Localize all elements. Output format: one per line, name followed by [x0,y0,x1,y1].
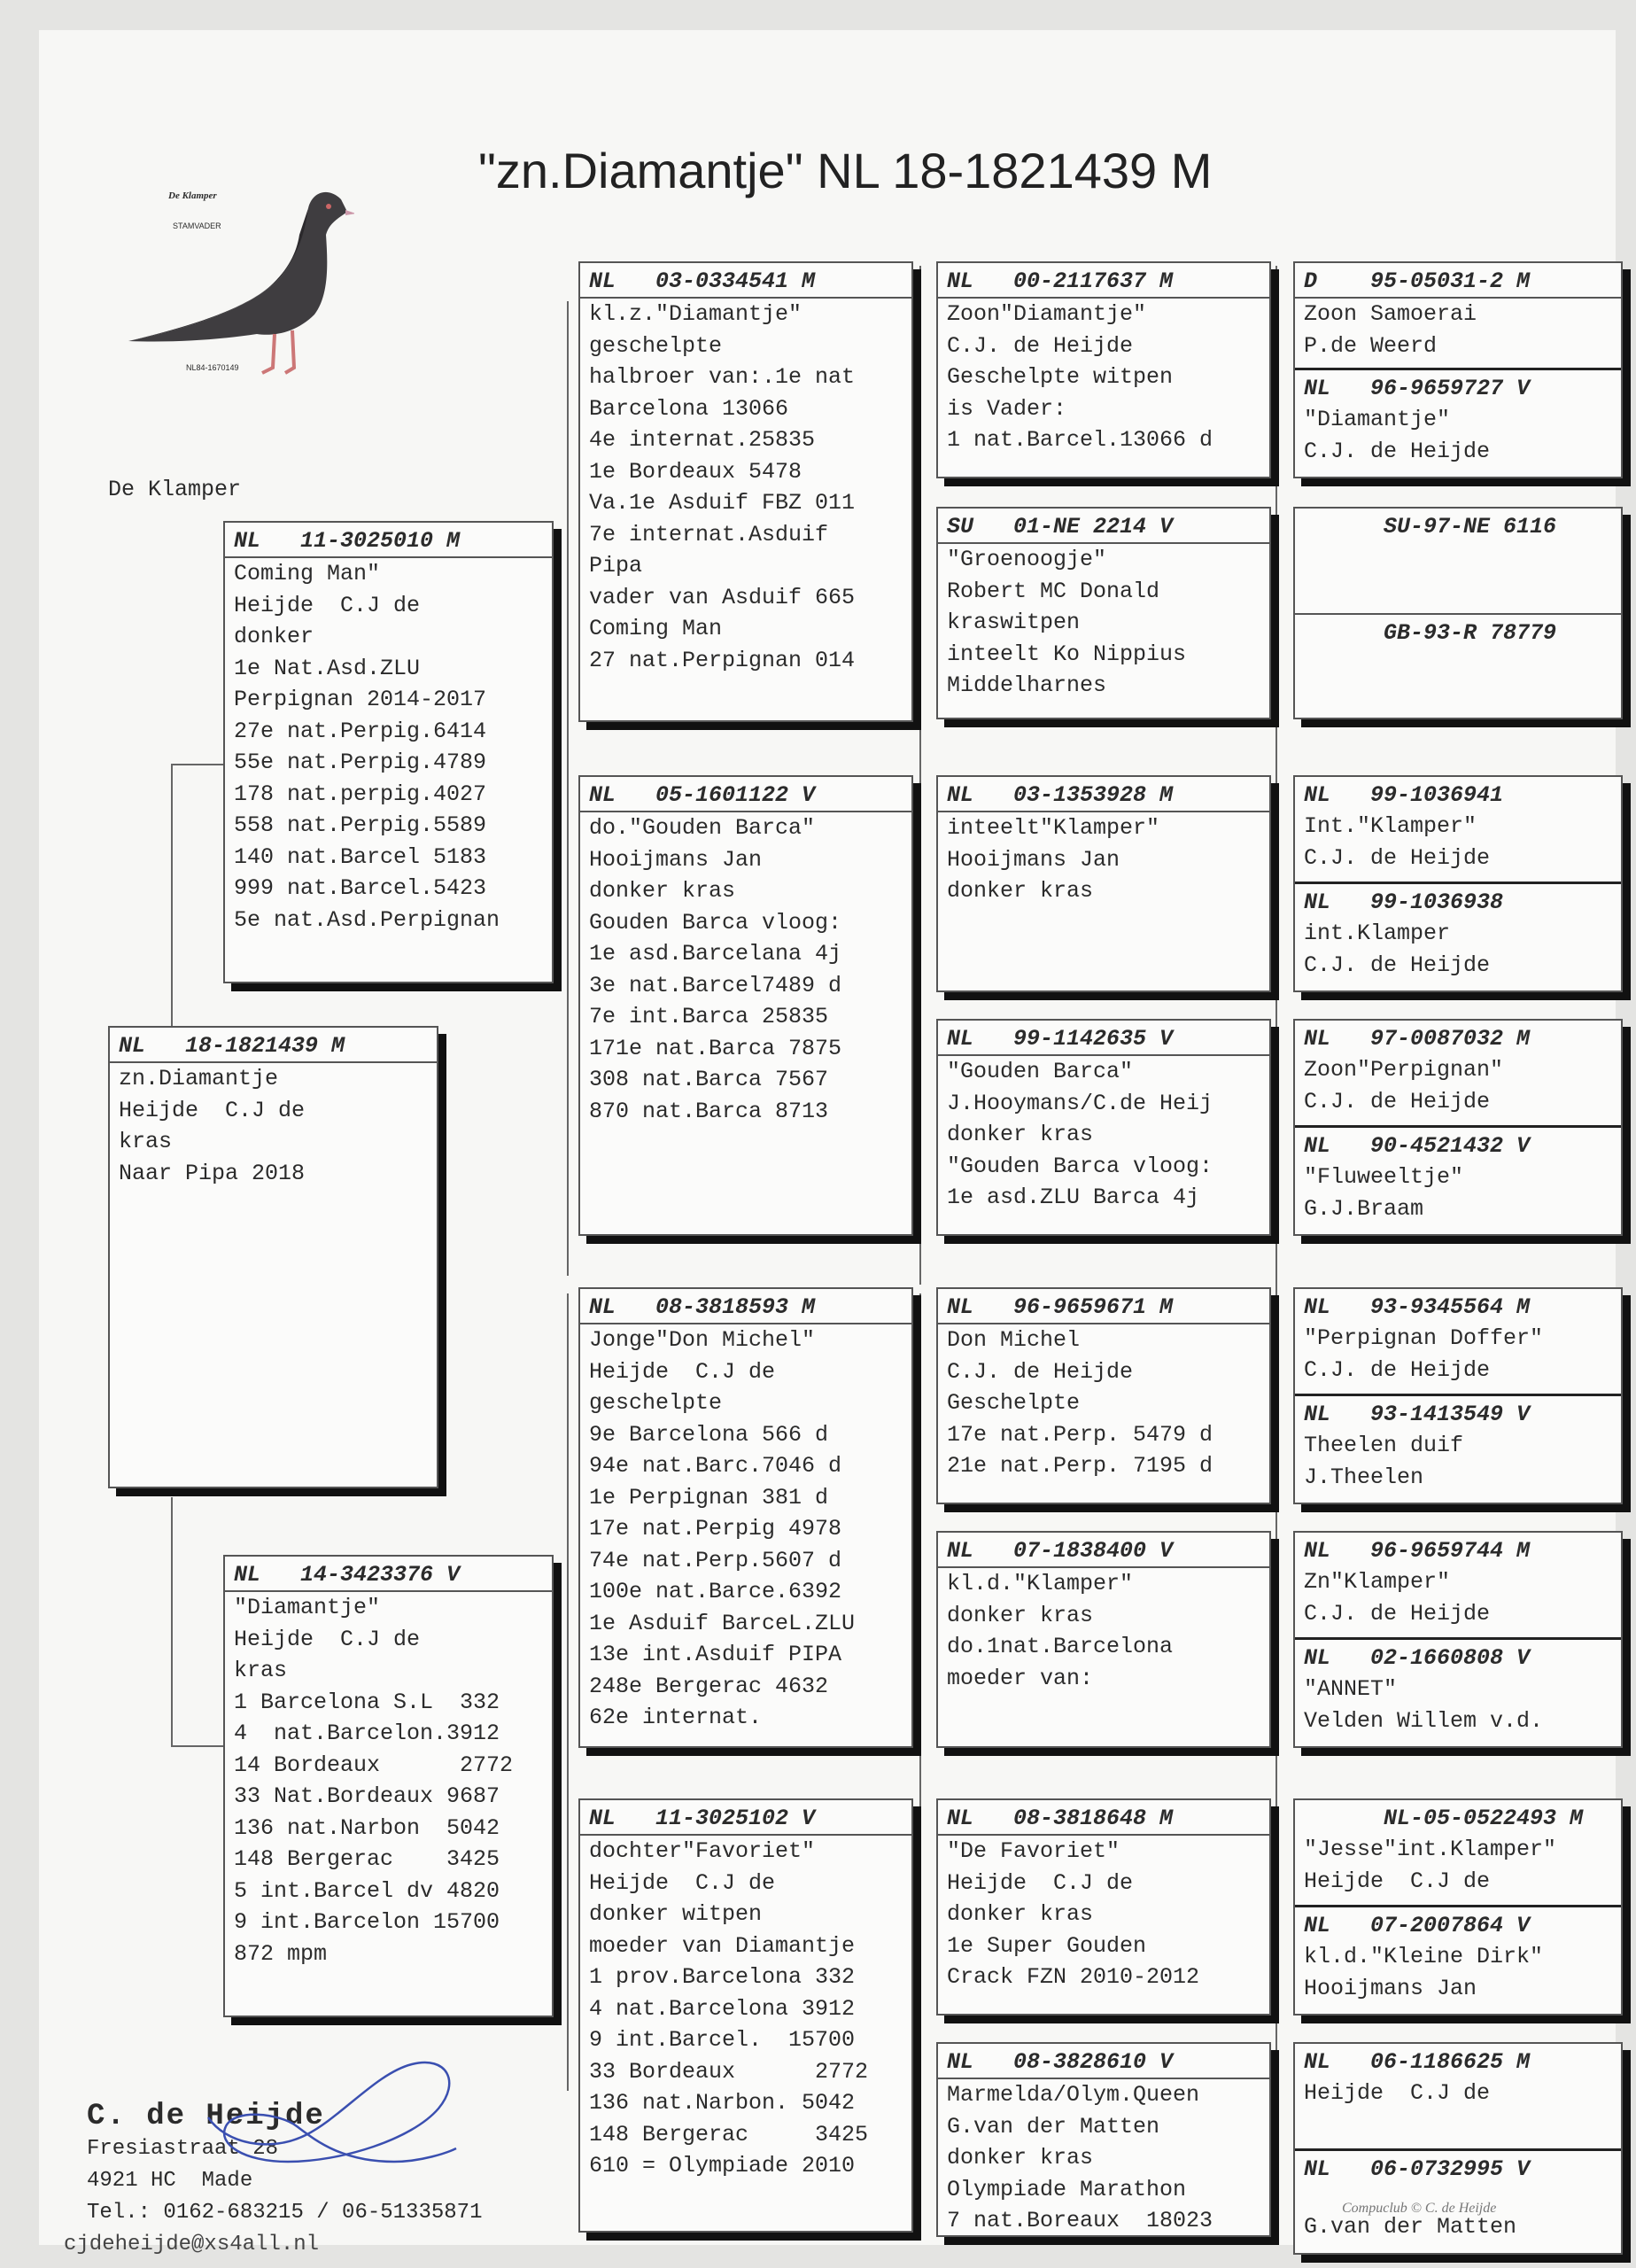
ring-number: NL 99-1142635 V [938,1024,1269,1056]
card-line: C.J. de Heijde [1304,438,1491,464]
gggp-pair-card [1293,261,1623,478]
ring-number: NL 06-1186625 M [1304,2049,1531,2075]
card-line: donker kras [947,2145,1094,2171]
card-line: Heijde C.J de [234,1626,421,1652]
card-line: kl.d."Kleine Dirk" [1304,1944,1544,1969]
card-line: Heijde C.J de [589,1358,776,1385]
card-line: halbroer van:.1e nat [589,364,856,390]
card-line: Hooijmans Jan [947,846,1120,873]
ring-number: NL 02-1660808 V [1304,1645,1531,1671]
ring-number: NL 05-1601122 V [580,781,911,812]
card-line: 5e nat.Asd.Perpignan [234,906,500,933]
gggp-pair-card [1293,1019,1623,1236]
card-line: 14 Bordeaux 2772 [234,1751,514,1778]
ring-number: NL 03-0334541 M [580,267,911,299]
card-line: 136 nat.Narbon 5042 [234,1814,500,1841]
connector [171,1497,226,1747]
card-line: 55e nat.Perpig.4789 [234,750,487,775]
grandparent-card-2 [578,775,913,1236]
ring-number: NL-05-0522493 M [1304,1806,1584,1831]
card-line: kraswitpen [947,610,1081,635]
card-line: Int."Klamper" [1304,813,1477,839]
ring-number: NL 99-1036941 [1304,782,1504,808]
ring-number: NL 07-2007864 V [1304,1913,1531,1938]
card-line: C.J. de Heijde [947,1358,1134,1385]
card-line: moeder van: [947,1665,1094,1691]
card-line: 1 prov.Barcelona 332 [589,1964,856,1990]
card-line: 9e Barcelona 566 d [589,1421,829,1448]
great-grandparent-card [936,775,1271,992]
card-line: 870 nat.Barca 8713 [589,1098,829,1124]
card-line: 62e internat. [589,1705,763,1730]
ring-number: D 95-05031-2 M [1295,267,1621,299]
card-line: C.J. de Heijde [947,332,1134,359]
card-line: 140 nat.Barcel 5183 [234,843,487,870]
card-line: 1e Bordeaux 5478 [589,458,802,485]
card-line: 74e nat.Perp.5607 d [589,1547,842,1573]
card-line: Coming Man" [234,561,381,586]
card-line: Heijde C.J de [1304,2080,1491,2106]
card-line: 9 int.Barcelon 15700 [234,1909,500,1935]
connector [919,1293,934,2109]
card-line: Heijde C.J de [234,592,421,618]
card-line: 4 nat.Barcelon.3912 [234,1720,500,1746]
card-line: 872 mpm [234,1940,328,1967]
card-line: inteelt"Klamper" [947,815,1160,841]
card-line: Heijde C.J de [589,1869,776,1896]
ring-number: NL 07-1838400 V [938,1536,1269,1568]
card-line: 13e int.Asduif PIPA [589,1642,842,1667]
card-line: int.Klamper [1304,920,1451,946]
email: cjdeheijde@xs4all.nl [64,2233,320,2256]
card-line: 4 nat.Barcelona 3912 [589,1995,856,2022]
card-line: Gouden Barca vloog: [589,909,842,936]
card-line: vader van Asduif 665 [589,584,856,610]
card-line: 3e nat.Barcel7489 d [589,972,842,998]
card-line: C.J. de Heijde [1304,1356,1491,1383]
logo-caption: De Klamper [168,190,217,201]
address-street: Fresiastraat 28 [87,2137,279,2161]
owner-label: De Klamper [108,477,242,502]
card-line: Marmelda/Olym.Queen [947,2082,1200,2108]
card-line: Hooijmans Jan [1304,1975,1477,2001]
card-line: J.Hooymans/C.de Heij [947,1090,1213,1116]
ring-number: NL 93-1413549 V [1304,1402,1531,1427]
card-line: Middelharnes [947,672,1107,698]
card-line: "ANNET" [1304,1676,1398,1702]
card-line: "Diamantje" [1304,407,1451,432]
phone: Tel.: 0162-683215 / 06-51335871 [87,2201,483,2225]
connector [919,266,934,1285]
card-line: G.van der Matten [1304,2214,1517,2240]
card-line: "Fluweeltje" [1304,1164,1464,1190]
ring-number: NL 06-0732995 V [1304,2156,1531,2182]
card-line: Zoon Samoerai [1304,301,1477,327]
card-line: Perpignan 2014-2017 [234,687,487,712]
connector [171,764,226,1031]
card-line: geschelpte [589,332,723,359]
great-grandparent-card [936,1019,1271,1236]
ring-number: NL 96-9659727 V [1304,376,1531,401]
ring-number: NL 03-1353928 M [938,781,1269,812]
card-line: Hooijmans Jan [589,846,763,873]
card-line: do.1nat.Barcelona [947,1634,1174,1659]
subject-card [108,1026,438,1488]
card-line: geschelpte [589,1390,723,1416]
card-line: donker kras [947,1901,1094,1927]
card-line: 558 nat.Perpig.5589 [234,812,487,838]
card-line: 171e nat.Barca 7875 [589,1035,842,1061]
signature-icon [190,2029,474,2188]
great-grandparent-card [936,507,1271,719]
card-line: "Perpignan Doffer" [1304,1325,1544,1351]
great-grandparent-card [936,1531,1271,1748]
card-line: 33 Bordeaux 2772 [589,2058,869,2085]
card-line: 100e nat.Barce.6392 [589,1579,842,1604]
card-line: Zoon"Diamantje" [947,301,1147,327]
connector [1275,266,1290,2171]
page-title: "zn.Diamantje" NL 18-1821439 M [478,143,1213,198]
card-line: Robert MC Donald [947,578,1160,604]
card-line: Heijde C.J de [947,1869,1134,1896]
card-line: Don Michel [947,1327,1081,1353]
ring-number: NL 97-0087032 M [1304,1026,1531,1052]
grandparent-card-4 [578,1798,913,2233]
great-grandparent-card [936,2042,1271,2237]
card-line: Olympiade Marathon [947,2176,1187,2202]
card-line: donker [234,624,314,649]
card-line: 7e int.Barca 25835 [589,1004,829,1029]
card-line: 21e nat.Perp. 7195 d [947,1453,1213,1479]
card-line: "Diamantje" [234,1595,381,1620]
ring-number: NL 11-3025102 V [580,1804,911,1836]
card-line: C.J. de Heijde [1304,1088,1491,1115]
card-line: J.Theelen [1304,1464,1424,1490]
card-line: 1e Asduif BarceL.ZLU [589,1610,856,1636]
ring-number: NL 18-1821439 M [110,1031,437,1063]
card-line: 7e internat.Asduif [589,521,829,548]
card-line: 308 nat.Barca 7567 [589,1067,829,1092]
card-line: Pipa [589,553,643,579]
card-line: 33 Nat.Bordeaux 9687 [234,1783,500,1809]
ring-number: NL 08-3818593 M [580,1293,911,1324]
card-line: 4e internat.25835 [589,427,816,453]
gggp-pair-card [1293,775,1623,992]
card-line: donker kras [947,1602,1094,1628]
card-line: 148 Bergerac 3425 [234,1846,500,1872]
card-line: Velden Willem v.d. [1304,1707,1544,1734]
ring-number: NL 11-3025010 M [225,526,552,558]
card-line: inteelt Ko Nippius [947,641,1187,667]
ring-number: NL 99-1036938 [1304,889,1504,915]
gggp-pair-card [1293,1798,1623,2016]
card-line: 94e nat.Barc.7046 d [589,1453,842,1479]
card-line: donker kras [947,878,1094,904]
card-line: Zoon"Perpignan" [1304,1057,1504,1083]
card-line: kl.z."Diamantje" [589,301,802,327]
great-grandparent-card [936,1287,1271,1504]
gggp-pair-card [1293,507,1623,719]
card-line: Va.1e Asduif FBZ 011 [589,490,856,516]
card-line: 1e Perpignan 381 d [589,1484,829,1511]
great-grandparent-card [936,1798,1271,2016]
card-line: 1 nat.Barcel.13066 d [947,427,1213,453]
card-line: C.J. de Heijde [1304,844,1491,871]
card-line: 178 nat.perpig.4027 [234,781,487,807]
card-line: P.de Weerd [1304,332,1438,359]
grandparent-card-1 [578,261,913,722]
pigeon-icon [124,182,354,385]
card-line: kras [119,1129,173,1154]
footer-note: Compuclub © C. de Heijde [1342,2201,1497,2216]
card-line: donker witpen [589,1901,763,1927]
ring-number: SU-97-NE 6116 [1304,514,1557,540]
ring-number: NL 90-4521432 V [1304,1133,1531,1159]
card-line: Geschelpte [947,1390,1081,1416]
card-line: Coming Man [589,616,723,641]
grandparent-card-3 [578,1287,913,1748]
card-line: do."Gouden Barca" [589,815,816,841]
card-line: 17e nat.Perp. 5479 d [947,1421,1213,1448]
logo [124,182,354,385]
address-city: 4921 HC Made [87,2169,253,2193]
card-line: 1e asd.Barcelana 4j [589,941,842,967]
card-line: "Groenoogje" [947,547,1107,572]
ring-number: NL 96-9659671 M [938,1293,1269,1324]
card-line: 136 nat.Narbon. 5042 [589,2090,856,2116]
card-line: Heijde C.J de [1304,1868,1491,1894]
card-line: C.J. de Heijde [1304,1600,1491,1627]
card-line: 148 Bergerac 3425 [589,2121,869,2148]
logo-ring: NL84-1670149 [186,363,239,372]
card-line: 27e nat.Perpig.6414 [234,718,487,744]
card-line: 999 nat.Barcel.5423 [234,875,487,901]
card-line: "De Favoriet" [947,1838,1120,1864]
great-grandparent-card [936,261,1271,478]
card-line: 1 Barcelona S.L 332 [234,1689,500,1715]
card-line: 7 nat.Boreaux 18023 [947,2208,1213,2233]
ring-number: NL 14-3423376 V [225,1560,552,1592]
card-line: moeder van Diamantje [589,1932,856,1959]
card-line: dochter"Favoriet" [589,1838,816,1864]
logo-subcaption: STAMVADER [173,221,221,230]
card-line: zn.Diamantje [119,1066,279,1091]
gggp-pair-card [1293,1531,1623,1748]
card-line: Zn"Klamper" [1304,1569,1451,1595]
ring-number: NL 08-3828610 V [938,2047,1269,2079]
mother-card [223,1555,554,2017]
card-line: Heijde C.J de [119,1097,306,1123]
ring-number: SU 01-NE 2214 V [938,512,1269,544]
card-line: "Jesse"int.Klamper" [1304,1837,1557,1862]
gggp-pair-card [1293,1287,1623,1504]
card-line: kras [234,1658,288,1683]
card-line: Geschelpte witpen [947,364,1174,390]
card-line: 1e Super Gouden [947,1932,1147,1959]
ring-number: NL 93-9345564 M [1304,1294,1531,1320]
ring-number: NL 00-2117637 M [938,267,1269,299]
card-line: G.J.Braam [1304,1195,1424,1222]
card-line: 27 nat.Perpignan 014 [589,647,856,673]
card-line: "Gouden Barca" [947,1059,1134,1084]
card-line: Naar Pipa 2018 [119,1160,306,1186]
card-line: Jonge"Don Michel" [589,1327,816,1353]
card-line: donker kras [947,1122,1094,1147]
card-line: Crack FZN 2010-2012 [947,1964,1200,1990]
card-line: Theelen duif [1304,1433,1464,1458]
gggp-pair-card [1293,2042,1623,2255]
card-line: 610 = Olympiade 2010 [589,2153,856,2179]
card-line: 1e asd.ZLU Barca 4j [947,1184,1200,1210]
card-line: "Gouden Barca vloog: [947,1153,1213,1179]
card-line: kl.d."Klamper" [947,1571,1134,1596]
card-line: 17e nat.Perpig 4978 [589,1516,842,1542]
card-line: C.J. de Heijde [1304,951,1491,978]
ring-number: NL 08-3818648 M [938,1804,1269,1836]
card-line: 1e Nat.Asd.ZLU [234,655,421,681]
breeder-name: C. de Heijde [87,2100,325,2133]
card-line: 5 int.Barcel dv 4820 [234,1877,500,1904]
father-card [223,521,554,983]
ring-number: GB-93-R 78779 [1304,620,1557,646]
card-line: 9 int.Barcel. 15700 [589,2027,856,2053]
card-line: 248e Bergerac 4632 [589,1673,829,1699]
card-line: donker kras [589,878,736,904]
card-line: G.van der Matten [947,2113,1160,2140]
card-line: is Vader: [947,395,1067,422]
card-line: Barcelona 13066 [589,395,789,422]
ring-number: NL 96-9659744 M [1304,1538,1531,1564]
